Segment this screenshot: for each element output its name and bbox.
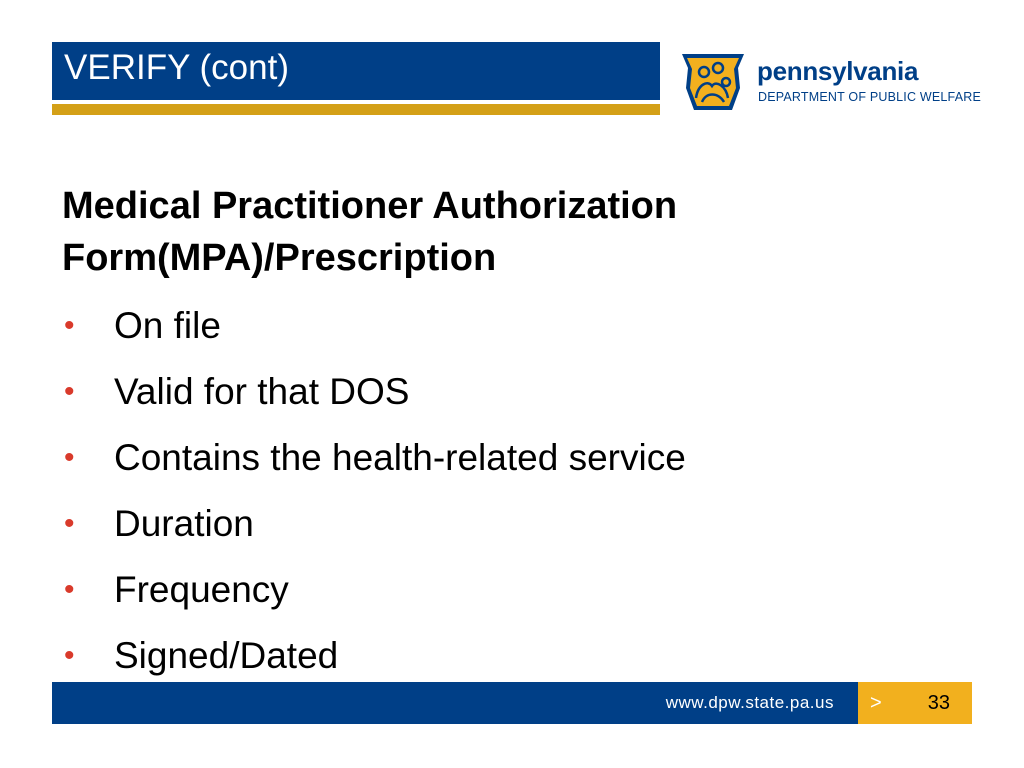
title-accent-rule [52, 104, 660, 115]
bullet-text: Signed/Dated [114, 635, 339, 676]
slide-title: VERIFY (cont) [64, 48, 289, 87]
bullet-text: Contains the health-related service [114, 437, 686, 478]
logo-department-name: DEPARTMENT OF PUBLIC WELFARE [758, 90, 982, 104]
bullet-icon: • [64, 507, 75, 540]
bullet-text: Duration [114, 503, 254, 544]
bullet-icon: • [64, 375, 75, 408]
logo-state-name: pennsylvania [757, 56, 919, 86]
keystone-family-icon [678, 52, 748, 112]
website-url: www.dpw.state.pa.us [665, 693, 834, 712]
footer-bar [52, 682, 858, 724]
bullet-text: Valid for that DOS [114, 371, 410, 412]
pennsylvania-dpw-logo [678, 52, 982, 114]
bullet-text: On file [114, 305, 221, 346]
next-slide-button[interactable]: > [870, 692, 882, 714]
bullet-icon: • [64, 639, 75, 672]
bullet-text: Frequency [114, 569, 289, 610]
bullet-icon: • [64, 573, 75, 606]
footer-navigation [858, 682, 972, 724]
bullet-icon: • [64, 441, 75, 474]
slide-heading: Medical Practitioner Authorization Form(MPA)/Prescription [62, 185, 678, 279]
bullet-icon: • [64, 309, 75, 342]
page-number: 33 [927, 692, 950, 714]
title-bar [52, 42, 660, 100]
